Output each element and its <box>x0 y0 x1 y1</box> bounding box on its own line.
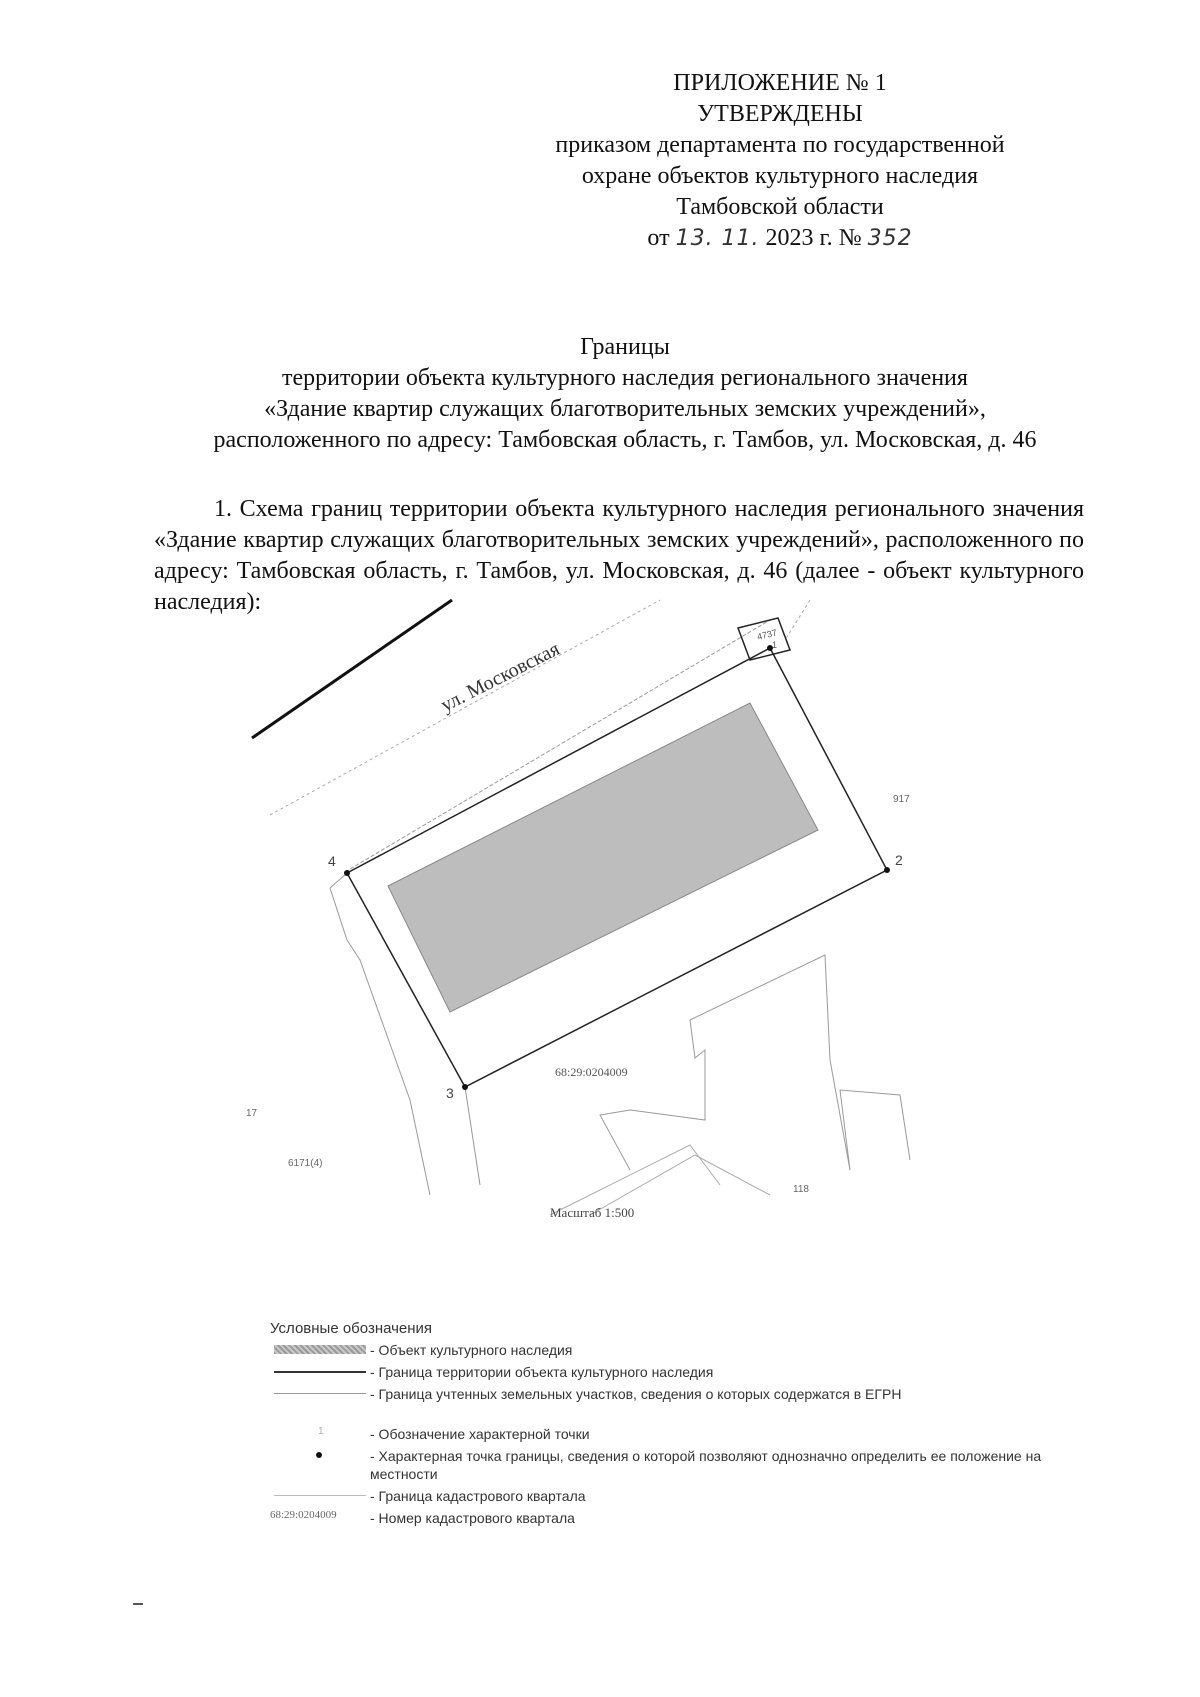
legend-text-point: - Характерная точка границы, сведения о которой позволяют однозначно определить ее положение на местности <box>370 1448 1042 1482</box>
title-line-2: территории объекта культурного наследия регионального значения <box>282 365 968 391</box>
order-date-line <box>480 223 1080 254</box>
quarter-label: 68:29:0204009 <box>555 1065 628 1079</box>
point-3-label: 3 <box>446 1085 454 1101</box>
neighbor-parcel-corner <box>840 1090 910 1170</box>
legend-symbol-thin <box>270 1385 370 1403</box>
parcel-4737-label: 4737 <box>756 627 778 642</box>
handwritten-number: 352 <box>867 226 913 251</box>
legend-row-point-mark <box>270 1425 1050 1447</box>
legend-symbol-line <box>270 1363 370 1381</box>
legend-row-territory <box>270 1363 1050 1385</box>
point-1-label: 1 <box>772 640 778 650</box>
order-line-3: Тамбовской области <box>676 194 884 220</box>
neighbor-parcel-bottom <box>465 1087 480 1185</box>
legend-point-sample: 1 <box>318 1426 324 1437</box>
legend-text-territory: - Граница территории объекта культурного наследия <box>370 1364 714 1380</box>
boundary-point-2 <box>884 867 890 873</box>
title-line-3: «Здание квартир служащих благотворительных земских учреждений», <box>264 396 986 422</box>
heritage-building <box>388 703 818 1012</box>
appendix-title: ПРИЛОЖЕНИЕ № 1 <box>673 70 887 96</box>
neighbor-parcel-right <box>690 955 850 1170</box>
legend-symbol-number <box>270 1509 370 1527</box>
approved-title: УТВЕРЖДЕНЫ <box>697 101 863 127</box>
title-line-4: расположенного по адресу: Тамбовская область, г. Тамбов, ул. Московская, д. 46 <box>213 427 1037 453</box>
point-4-label: 4 <box>328 853 336 869</box>
legend-quarter-sample: 68:29:0204009 <box>270 1509 337 1521</box>
approval-header <box>480 68 1080 254</box>
legend-row-parcels <box>270 1385 1050 1425</box>
order-line-1: приказом департамента по государственной <box>555 132 1005 158</box>
order-line-2: охране объектов культурного наследия <box>581 163 979 189</box>
legend-symbol-mark <box>270 1425 370 1443</box>
street-label: ул. Московская <box>437 637 564 717</box>
paragraph-text: 1. Схема границ территории объекта культурного наследия регионального значения «Здание квартир служащих благотворительных земских учреждений», расположенного по адресу: Тамбовская область, г. Тамбов, ул. Московская, д. 46 (далее - объект культурного наследия): <box>154 496 1084 615</box>
parcel-17-label: 17 <box>246 1108 258 1119</box>
legend-symbol-dot <box>270 1447 370 1465</box>
neighbor-parcel-middle <box>600 1020 705 1170</box>
legend-text-point-mark: - Обозначение характерной точки <box>370 1426 590 1442</box>
parcel-917-label: 917 <box>893 794 910 805</box>
boundary-point-3 <box>462 1084 468 1090</box>
scheme-paragraph <box>154 494 1084 618</box>
legend-row-quarter-border <box>270 1487 1050 1509</box>
margin-mark <box>133 1603 143 1605</box>
legend-text-parcels: - Граница учтенных земельных участков, сведения о которых содержатся в ЕГРН <box>370 1386 902 1402</box>
legend-row-point <box>270 1447 1050 1487</box>
scale-label: Масштаб 1:500 <box>550 1205 635 1220</box>
legend-row-heritage <box>270 1341 1050 1363</box>
legend-symbol-fill <box>270 1341 370 1359</box>
boundary-map <box>246 627 970 1220</box>
legend-symbol-quarter <box>270 1487 370 1505</box>
parcel-6171-label: 6171(4) <box>288 1158 323 1169</box>
legend-row-quarter-number <box>270 1509 1050 1531</box>
handwritten-date: 13. 11. <box>675 226 760 251</box>
legend-title: Условные обозначения <box>270 1320 433 1337</box>
title-line-1: Границы <box>580 334 670 360</box>
document-title <box>150 332 1100 456</box>
parcel-118-label: 118 <box>793 1184 809 1195</box>
neighbor-parcel-left-top <box>330 873 347 888</box>
boundary-point-4 <box>344 870 350 876</box>
street-edge-line <box>252 600 452 738</box>
map-legend <box>270 1320 1050 1531</box>
date-prefix: от <box>647 225 670 251</box>
legend-text-quarter-border: - Граница кадастрового квартала <box>370 1488 586 1504</box>
number-prefix: № <box>838 225 862 251</box>
legend-text-heritage: - Объект культурного наследия <box>370 1342 573 1358</box>
legend-text-quarter-number: - Номер кадастрового квартала <box>370 1510 575 1526</box>
point-2-label: 2 <box>895 852 903 868</box>
date-year: 2023 г. <box>765 225 833 251</box>
